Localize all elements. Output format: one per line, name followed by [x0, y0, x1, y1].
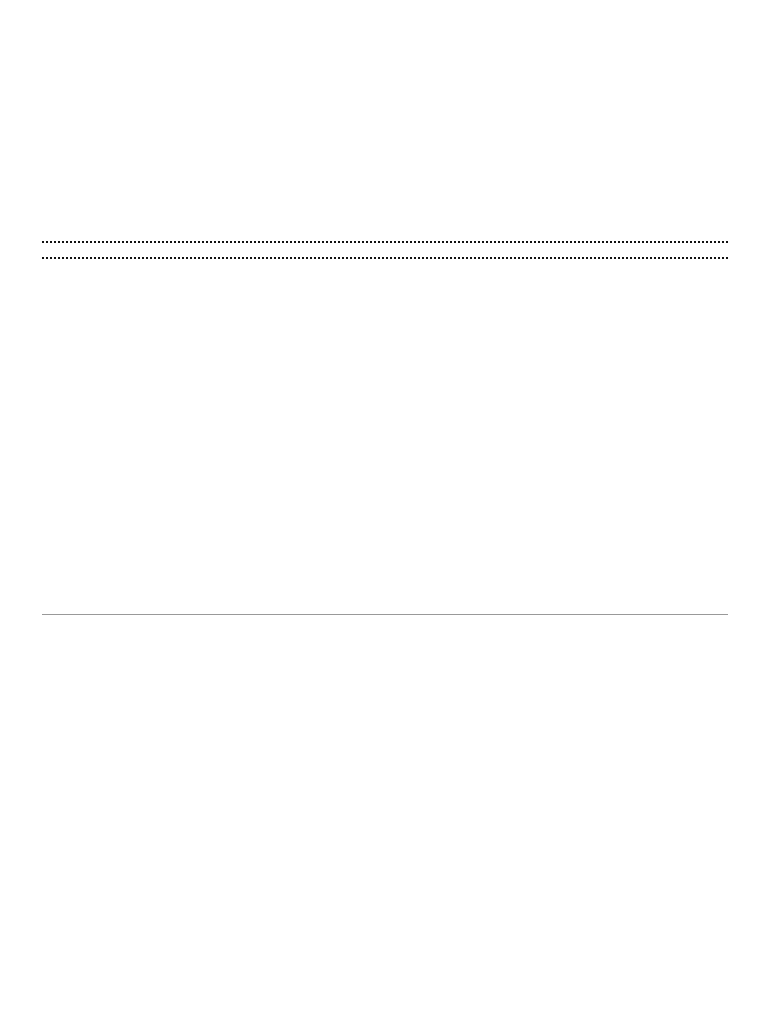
header-rule-bottom: [42, 257, 728, 259]
bank-block: [389, 62, 729, 66]
customer-name: [48, 56, 378, 68]
customer-block: [48, 56, 378, 68]
summary-rule: [42, 614, 728, 615]
header-rule-top: [42, 241, 728, 243]
